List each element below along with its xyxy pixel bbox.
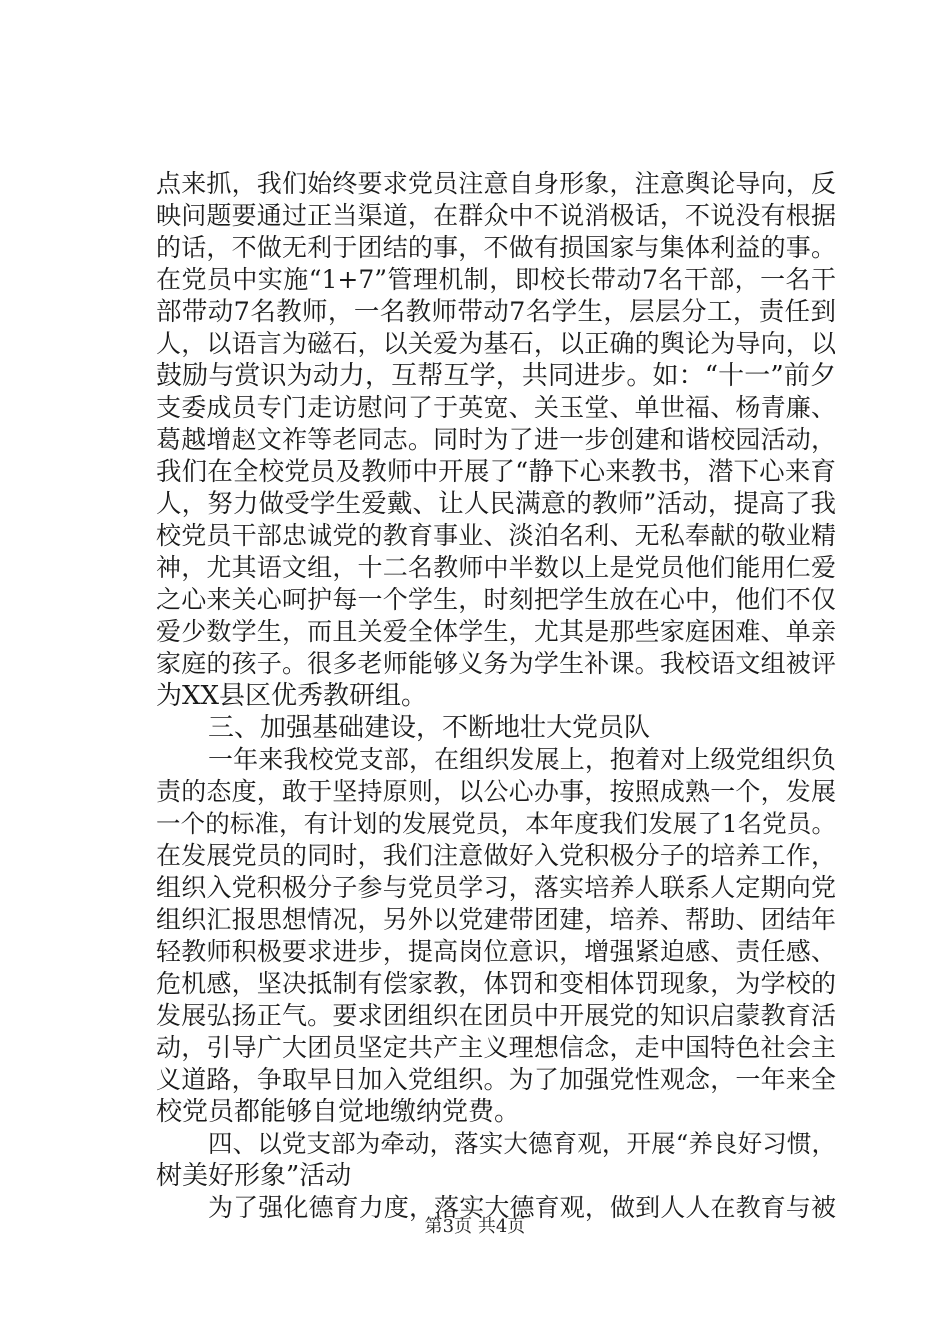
text-line: 一年来我校党支部，在组织发展上，抱着对上级党组织负: [208, 745, 836, 774]
text-line: 人，努力做受学生爱戴、让人民满意的教师”活动，提高了我: [156, 489, 836, 519]
text-line: 校党员干部忠诚党的教育事业、淡泊名利、无私奉献的敬业精: [156, 521, 836, 550]
document-body: [156, 168, 836, 1224]
text-line: 组织汇报思想情况，另外以党建带团建，培养、帮助、团结年: [156, 905, 836, 934]
text-line: 四、以党支部为牵动，落实大德育观，开展“养良好习惯，: [208, 1129, 836, 1158]
text-line: 我们在全校党员及教师中开展了“静下心来教书，潜下心来育: [156, 457, 836, 487]
text-line: 在党员中实施“1+7”管理机制，即校长带动7名干部，一名干: [156, 265, 836, 294]
text-line: 轻教师积极要求进步，提高岗位意识，增强紧迫感、责任感、: [156, 937, 836, 966]
text-line: 三、加强基础建设，不断地壮大党员队: [208, 713, 651, 743]
text-line: 在发展党员的同时，我们注意做好入党积极分子的培养工作，: [156, 841, 836, 870]
text-line: 危机感，坚决抵制有偿家教，体罚和变相体罚现象，为学校的: [156, 969, 836, 998]
text-line: 为了强化德育力度，落实大德育观，做到人人在教育与被: [208, 1193, 836, 1222]
text-line: 的话，不做无利于团结的事，不做有损国家与集体利益的事。: [156, 233, 836, 262]
page-footer: 第3页 共4页: [424, 1216, 526, 1237]
text-line: 一个的标准，有计划的发展党员，本年度我们发展了1名党员。: [156, 809, 836, 838]
text-line: 爱少数学生，而且关爱全体学生，尤其是那些家庭困难、单亲: [156, 617, 836, 646]
text-line: 部带动7名教师，一名教师带动7名学生，层层分工，责任到: [156, 297, 836, 327]
text-line: 点来抓，我们始终要求党员注意自身形象，注意舆论导向，反: [156, 169, 836, 198]
text-line: 责的态度，敢于坚持原则，以公心办事，按照成熟一个，发展: [156, 777, 836, 806]
text-line: 葛越增赵文祚等老同志。同时为了进一步创建和谐校园活动，: [156, 425, 836, 454]
text-line: 发展弘扬正气。要求团组织在团员中开展党的知识启蒙教育活: [156, 1001, 836, 1030]
text-line: 之心来关心呵护每一个学生，时刻把学生放在心中，他们不仅: [156, 585, 836, 614]
text-line: 为XX县区优秀教研组。: [156, 681, 428, 711]
text-line: 校党员都能够自觉地缴纳党费。: [156, 1097, 521, 1127]
text-line: 鼓励与赏识为动力，互帮互学，共同进步。如：“十一”前夕: [156, 361, 836, 391]
text-line: 动，引导广大团员坚定共产主义理想信念，走中国特色社会主: [156, 1033, 836, 1062]
text-line: 映问题要通过正当渠道，在群众中不说消极话，不说没有根据: [156, 201, 836, 230]
text-line: 家庭的孩子。很多老师能够义务为学生补课。我校语文组被评: [156, 649, 836, 678]
text-line: 人，以语言为磁石，以关爱为基石，以正确的舆论为导向，以: [156, 329, 836, 358]
text-line: 义道路，争取早日加入党组织。为了加强党性观念，一年来全: [156, 1065, 836, 1094]
text-line: 支委成员专门走访慰问了于英宽、关玉堂、单世福、杨青廉、: [156, 393, 836, 422]
text-line: 组织入党积极分子参与党员学习，落实培养人联系人定期向党: [156, 873, 836, 902]
text-line: 树美好形象”活动: [156, 1161, 352, 1191]
text-line: 神，尤其语文组，十二名教师中半数以上是党员他们能用仁爱: [156, 553, 836, 582]
